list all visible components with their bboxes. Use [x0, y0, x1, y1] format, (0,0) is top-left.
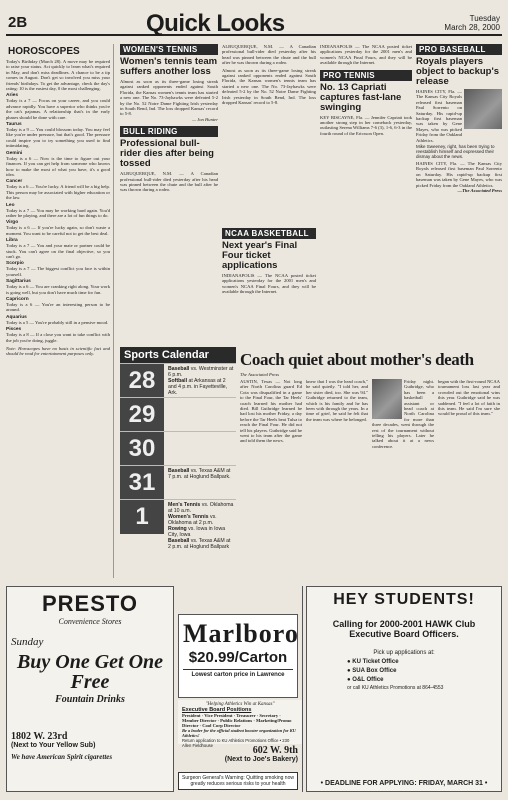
- hey-calling: Calling for 2000-2001 HAWK Club Executive Board Officers.: [332, 619, 476, 639]
- issue-day: Tuesday: [469, 14, 500, 23]
- coach-col-2: knew that I was the head coach," he said quietly. "I told her, and her sister died, too. She was 94." Guthridge returned to the team, which is his family and he has been with through the years. In a time of grief, he said he felt that the team was where he belonged.: [306, 379, 368, 422]
- tennis-headline: Women's tennis team suffers another loss: [120, 56, 218, 77]
- hey-location: ● SUA Box Office: [347, 668, 397, 674]
- bull-headline: Professional bull-rider dies after being tossed: [120, 138, 214, 170]
- calendar-day-number: 30: [120, 432, 164, 466]
- tennis-byline: — Jon Hunter: [191, 116, 218, 122]
- calendar-rows: [120, 363, 236, 550]
- presto-tagline: We have American Spirit cigarettes: [11, 753, 113, 761]
- horoscope-sign-name: Virgo: [6, 220, 19, 226]
- page-number: 2B: [8, 14, 28, 31]
- calendar-day-events: [168, 468, 234, 480]
- calendar-day-number: 1: [120, 500, 164, 534]
- calendar-day-row: [120, 431, 236, 465]
- calendar-day-row: [120, 397, 236, 431]
- presto-store-1: 1802 W. 23rd: [11, 731, 68, 742]
- hey-locations: [347, 658, 497, 685]
- ncaa-box-label: NCAA BASKETBALL: [222, 228, 316, 239]
- horoscope-sign-text: Today is a 9 — You could blossom today. You may feel like you're under pressure, but that's good. The pressure could inspire you to try something you used to find intimidating.: [6, 127, 110, 149]
- horoscope-sign-name: Capricorn: [6, 297, 29, 302]
- calendar-day-row: [120, 499, 236, 550]
- calendar-event: Rowing vs. Iowa in Iowa City, Iowa: [168, 526, 226, 538]
- hey-deadline: • DEADLINE FOR APPLYING: FRIDAY, MARCH 31 •: [320, 780, 488, 787]
- ku-board-ad: [178, 700, 302, 748]
- calendar-day-row: [120, 465, 236, 499]
- horoscope-sign-text: Today is a 6 — You're lucky. A friend will be a big help. This person may be associated with higher education or the law.: [6, 184, 110, 201]
- horoscope-sign-text: Today is a 6 — If you're lucky again, so don't waste a moment. You want to be careful not to get the best deal.: [6, 225, 110, 236]
- baseball-box-label: PRO BASEBALL: [416, 44, 502, 55]
- tennis-body: Almost as soon as its three-game losing streak against ranked opponents ended against South Florida, the Kansas women's tennis team has started a new one. The No. 73-Jayhawks were defeated 5-2 by the No. 52 Notre Dame Fighting Irish yesterday in South Bend, Ind. The loss dropped Kansas' record to 5-8.: [120, 79, 218, 117]
- horoscope-sign-name: Pisces: [6, 327, 22, 333]
- coach-col-3: Friday night. Guthridge, who has been a basketball assistant or head coach at North Carolina for more than three decades, went through the rest of the tournament without telling his players. Later he talked about it at a news conference.: [372, 379, 434, 449]
- ku-return: Return application to KU Athletics Promotions Office • 230 Allen Fieldhouse: [182, 738, 290, 748]
- coach-story-body: [240, 372, 502, 578]
- hey-pickup: Pick up applications at:: [373, 650, 435, 656]
- horoscope-sign-text: Today is a 7 — You may be working hard again. You'd rather be playing, and there are a lot of fun things to do.: [6, 207, 110, 218]
- horoscope-sign-text: Today is a 6 — You're an interesting person to be around.: [6, 302, 110, 313]
- hey-students-ad: [306, 586, 502, 792]
- pro-tennis-box-label: PRO TENNIS: [320, 70, 412, 81]
- middle-body: ALBUQUERQUE, N.M. — A Canadian professional bull-rider died yesterday after his head was pinned between the chute and the bull after he was thrown during a rodeo.: [222, 44, 316, 66]
- ncaa-headline: Next year's Final Four ticket applications: [222, 240, 298, 271]
- horoscope-signs: [6, 93, 110, 343]
- sports-calendar: [120, 347, 236, 578]
- baseball-body: HAINES CITY, Fla. — The Kansas City Royals released first baseman Paul Sorrento on Saturday. His rapid-up backup first baseman was taken by Gene Mayes, who was picked Friday from the Oakland Athletics.: [416, 161, 502, 188]
- baseball-credit: —The Associated Press: [457, 188, 502, 194]
- presto-store-1-note: (Next to Your Yellow Sub): [11, 742, 96, 749]
- calendar-title: Sports Calendar: [120, 347, 236, 363]
- marlboro-sub: Lowest carton price in Lawrence: [183, 669, 293, 678]
- issue-date-text: March 28, 2000: [444, 23, 500, 32]
- presto-store-2-note: (Next to Joe's Bakery): [224, 756, 298, 763]
- ku-section: Executive Board Positions: [182, 707, 252, 713]
- horoscope-sign-name: Gemini: [6, 150, 23, 156]
- marlboro-price: $20.99/Carton: [188, 649, 288, 666]
- calendar-day-row: [120, 363, 236, 397]
- horoscope-sign-text: Today is a 8 — If a close you want to take conflict with the job you're doing, juggle.: [6, 332, 110, 343]
- presto-offer: Buy One Get One Free: [16, 651, 164, 693]
- ku-slogan: "Helping Athletics Win at Kansas": [205, 702, 275, 707]
- coach-headline: Coach quiet about mother's death: [240, 350, 474, 369]
- bull-body: ALBUQUERQUE, N.M. — A Canadian professional bull-rider died yesterday after his head was pinned between the chute and the bull after he was thrown during a rodeo.: [120, 171, 218, 193]
- horoscope-note: Note: Horoscopes have no basis in scientific fact and should be read for entertainment purposes only.: [6, 346, 110, 357]
- horoscopes-title: HOROSCOPES: [8, 46, 80, 57]
- coach-byline: The Associated Press: [240, 372, 280, 377]
- calendar-day-number: 31: [120, 466, 164, 500]
- section-title: Quick Looks: [146, 10, 285, 37]
- horoscope-sign-text: Today is a 6 — You are cranking right along. Your work is going well, but you don't have much time for fun.: [6, 284, 110, 295]
- baseball-column: [416, 44, 502, 344]
- presto-offer-sub: Fountain Drinks: [55, 694, 125, 705]
- hey-call: or call KU Athletics Promotions at 864-4553: [347, 685, 444, 691]
- issue-date: [444, 14, 500, 32]
- horoscope-sign-name: Cancer: [6, 179, 23, 185]
- horoscopes-intro: Today's Birthday (March 28). A move may be required to raise your status. Act quickly to learn what's required in May, and don't miss deadlines. A chance to be a tip comes in August. Don't get so involved you miss your friends' birthdays. To get the advantage, check the day's rating: 10 is the easiest day, 0 the most challenging.: [6, 59, 110, 92]
- coach-col-4: began with the first-round NCAA tournament loss last year and crowded out the emotional wins this year. Guthridge said he was saddened. "I feel a lot of faith in this team. He said I'm sure she would be proud of this team.": [438, 379, 501, 417]
- pro-tennis-headline: No. 13 Capriati captures fast-lane swinging: [320, 81, 402, 113]
- calendar-day-number: 29: [120, 398, 164, 432]
- baseball-photo: [464, 89, 502, 129]
- surgeon-warning: Surgeon General's Warning: Quitting smoking now greatly reduces serious risks to your health: [178, 772, 298, 790]
- ncaa-body: INDIANAPOLIS — The NCAA posted ticket applications yesterday for the 2001 men's and women's NCAA Final Fours, and they will be available through the Internet.: [222, 273, 316, 295]
- calendar-day-number: 28: [120, 364, 164, 398]
- horoscopes-column: [6, 44, 114, 578]
- calendar-event: Baseball vs. Westminster at 6 p.m.: [168, 366, 234, 378]
- horoscope-sign-name: Aries: [6, 93, 18, 99]
- ncaa-column: [320, 44, 412, 344]
- calendar-event: Women's Tennis vs. Oklahoma at 2 p.m.: [168, 514, 217, 526]
- hey-location: ● KU Ticket Office: [347, 659, 399, 665]
- calendar-event: Baseball vs. Texas A&M at 2 p.m. at Hoglund Ballpark: [168, 538, 231, 550]
- presto-day: Sunday: [11, 636, 44, 648]
- calendar-event: Softball at Arkansas at 2 and 4 p.m. in Fayetteville, Ark.: [168, 378, 228, 396]
- calendar-day-events: [168, 366, 234, 396]
- tennis-column: [120, 44, 218, 344]
- horoscope-sign-text: Today is a 7 — Focus on your career, and you could advance rapidly. You have a superior who thinks you're the cat's pajamas. A relationship that's in the early phases should be done with care.: [6, 98, 110, 120]
- hey-location: ● O&L Office: [347, 677, 384, 683]
- pro-tennis-body: KEY BISCAYNE, Fla. — Jennifer Capriati took another strong step in her comeback yesterday, outlasting Serena Williams 7-6 (3), 1-6, 6-3 in the fourth round of the Ericsson Open.: [320, 114, 412, 136]
- calendar-event: Men's Tennis vs. Oklahoma at 10 a.m.: [168, 502, 234, 514]
- calendar-event: Baseball vs. Texas A&M at 7 p.m. at Hoglund Ballpark.: [168, 468, 231, 480]
- ku-footer: Be a leader for the official student booster organization for KU Athletics!: [182, 728, 296, 738]
- horoscope-sign-text: Today is a 6 — Now is the time to figure out your finances. If you can get help from someone who knows how to make the most of what you have, it's a good idea.: [6, 155, 110, 177]
- hey-title: HEY STUDENTS!: [333, 591, 475, 608]
- horoscope-sign-text: Today is a 7 — You and your mate or partner could be stuck. You can't agree on the final objective, so you can't go.: [6, 243, 110, 259]
- horoscope-sign-text: Today is a 7 — The biggest conflict you face is within yourself.: [6, 266, 110, 277]
- middle-body-2: Almost as soon as its three-game losing streak against ranked opponents ended against South Florida, the Kansas women's tennis team has started a new one. The No. 73-Jayhawks were defeated 5-2 by the No. 52 Notre Dame Fighting Irish yesterday in South Bend, Ind. The loss dropped Kansas' record to 5-8.: [222, 67, 316, 106]
- ncaa-box: [222, 228, 316, 344]
- presto-subtitle: Convenience Stores: [58, 617, 122, 626]
- page-header: [6, 10, 502, 36]
- horoscope-sign-name: Libra: [6, 238, 18, 244]
- presto-ad: [6, 586, 174, 792]
- horoscope-sign-name: Leo: [6, 202, 15, 208]
- presto-store-2: 602 W. 9th: [252, 745, 298, 756]
- baseball-headline: Royals players object to backup's release: [416, 56, 500, 87]
- bull-box-label: BULL RIDING: [120, 126, 218, 137]
- ncaa-lead-text: INDIANAPOLIS — The NCAA posted ticket applications yesterday for the 2001 men's and women's NCAA Final Fours, and they will be available through the Internet.: [320, 44, 412, 66]
- coach-photo: [372, 379, 402, 419]
- coach-col-1: AUSTIN, Texas — Not long after North Carolina guard Ed Cota was disqualified in a game to the Final Four, the Tar Heels' coach learned his mother had died. Bill Guthridge learned he had lost his mother Friday, a day before the Tar Heels beat Tulsa to reach the Final Four. He did not tell his players. Guthridge said he went to his team after the game and told them the news.: [240, 379, 302, 444]
- marlboro-brand: Marlboro: [183, 619, 299, 648]
- presto-brand: PRESTO: [41, 591, 139, 616]
- horoscope-sign-text: Today is a 5 — You're probably still in a pensive mood.: [6, 319, 109, 325]
- horoscope-sign-name: Aquarius: [6, 314, 27, 320]
- horoscope-sign-name: Scorpio: [6, 261, 24, 267]
- horoscope-sign-name: Taurus: [6, 122, 22, 128]
- baseball-lead: HAINES CITY, Fla. — The Kansas City Royals released first baseman Paul Sorrento on Saturday. His rapid-up backup first baseman was taken by Gene Mayes, who was picked Friday from the Oakland Athletics.: [416, 89, 462, 143]
- calendar-day-events: [168, 502, 234, 550]
- tennis-box-label: WOMEN'S TENNIS: [120, 44, 218, 55]
- horoscope-sign-name: Sagittarius: [6, 279, 31, 285]
- baseball-caption: Mike Sweeney, right, has been trying to reestablish himself and expressed their dismay about the news.: [416, 144, 495, 160]
- ku-positions: President · Vice President · Treasurer · Secretary · Member Director · Public Relations · Marketing/Promo Director · Cool Corp Director: [182, 713, 292, 728]
